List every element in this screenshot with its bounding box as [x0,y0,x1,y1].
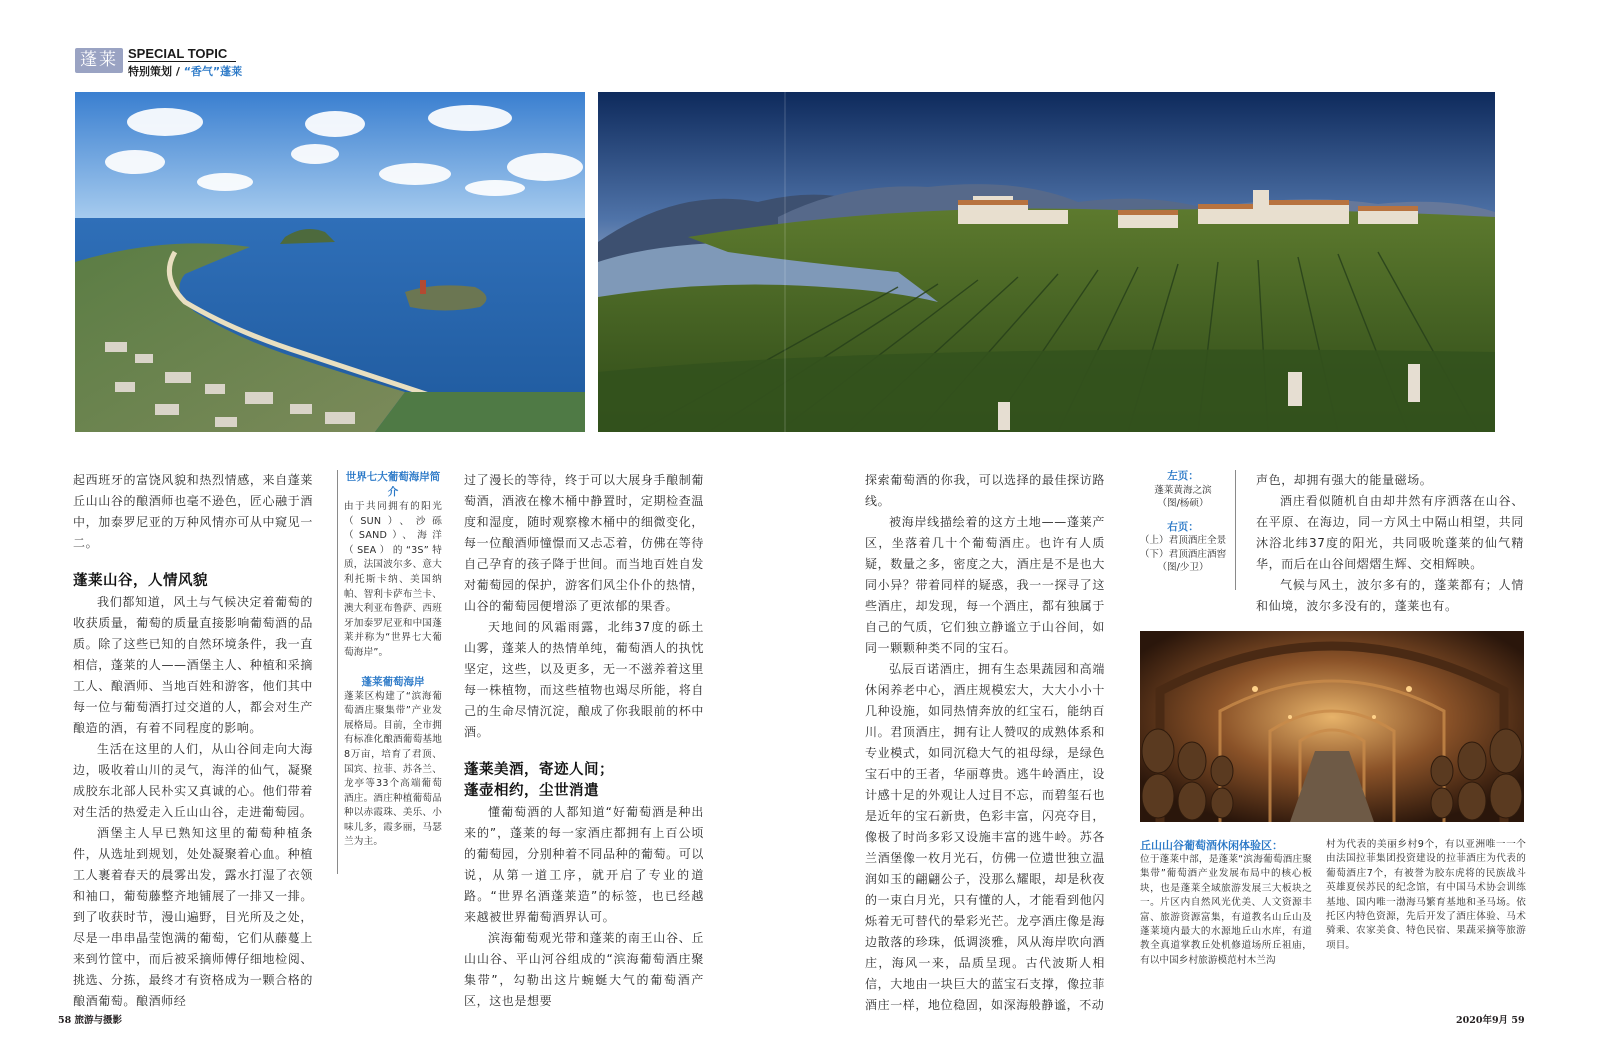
topic-subtitle-prefix: 特别策划 / [128,65,184,78]
col3-paragraph-3: 懂葡萄酒的人都知道“好葡萄酒是种出来的”，蓬莱的每一家酒庄都拥有上百公顷的葡萄园，分别种着不同品种的葡萄。可以说，从第一道工序，就开启了专业的道路。“世界名酒蓬莱造”的标签，也已经越来越被世界葡萄酒界认可。 [464,805,704,924]
info-box-heading: 丘山山谷葡萄酒休闲体验区： [1140,839,1283,852]
col1-paragraph-1: 我们都知道，风土与气候决定着葡萄的收获质量，葡萄的质量直接影响葡萄酒的品质。除了这些已知的自然环境条件，我一直相信，蓬莱的人——酒堡主人、种植和采摘工人、酿酒师、当地百姓和游客，他们其中每一位与葡萄酒打过交道的人，都会对生产酿造的酒，有着不同程度的影响。 [73,595,313,735]
info-box-text-left: 位于蓬莱中部，是蓬莱“滨海葡萄酒庄聚集带”葡萄酒产业发展布局中的核心板块，也是蓬莱全域旅游发展三大板块之一。片区内自然风光优美、人文资源丰富、旅游资源富集，有道教名山丘山及蓬莱境内最大的水源地丘山水库，有道教全真道掌教丘处机修道场所丘祖庙，有以中国乡村旅游模范村木兰沟 [1140,854,1312,966]
sidebar-text-penglai-coast: 蓬莱区构建了“滨海葡萄酒庄聚集带”产业发展格局。目前，全市拥有标准化酿酒葡萄基地8万亩，培育了君顶、国宾、拉菲、苏各兰、龙亭等33个高端葡萄酒庄。酒庄种植葡萄品种以赤霞珠、美乐、小味儿多，霞多丽，马瑟兰为主。 [344,690,442,848]
wine-cellar-photo [1140,631,1524,822]
info-box-text-right: 村为代表的美丽乡村9个，有以亚洲唯一一个由法国拉菲集团投资建设的拉菲酒庄为代表的葡萄酒庄7个，有被誉为胶东虎将的民族战斗英雄夏侯苏民的纪念馆，有中国马术协会训练基地、国内唯一渤海马繁育基地和圣马场。依托区内特色资源，先后开发了酒庄体验、马术骑乘、农家美食、特色民宿、果蔬采摘等旅游项目。 [1326,839,1526,951]
caption-left-heading: 左页： [1167,470,1199,482]
sidebar-text-seven-coasts: 由于共同拥有的阳光（SUN）、沙砾（SAND）、海洋（SEA）的“3S”特质，法国波尔多、意大利托斯卡纳、美国纳帕、智利卡萨布兰卡、澳大利亚布鲁萨、西班牙加泰罗尼亚和中国蓬莱并称为“世界七大葡萄海岸”。 [344,501,442,658]
col4-intro-paragraph: 探索葡萄酒的你我，可以选择的最佳探访路线。 [865,473,1105,508]
info-box-left [1140,838,1312,968]
col4-paragraph-1: 被海岸线描绘着的这方土地——蓬莱产区，坐落着几十个葡萄酒庄。也许有人质疑，数量之多，密度之大，酒庄是不是也大同小异？带着同样的疑惑，我一一探寻了这些酒庄，却发现，每一个酒庄，都有独属于自己的气质，它们独立静谧立于山谷间，如同一颗颗种类不同的宝石。 [865,515,1105,655]
col1-intro-paragraph: 起西班牙的富饶风貌和热烈情感，来自蓬莱丘山山谷的酿酒师也毫不逊色，匠心融于酒中，加泰罗尼亚的万种风情亦可从中窥见一二。 [73,473,313,550]
section-heading-wine-line1: 蓬莱美酒，寄迹人间； [464,762,614,778]
col3-paragraph-1: 过了漫长的等待，终于可以大展身手酿制葡萄酒，酒液在橡木桶中静置时，定期检查温度和湿度，随时观察橡木桶中的细微变化，每一位酿酒师憧憬而又忐忑着，仿佛在等待自己孕育的孩子降于世间。而当地百姓自发对葡萄园的保护，游客们风尘仆仆的热情，山谷的葡萄园便增添了更浓郁的果香。 [464,473,704,613]
section-badge: 蓬莱 [75,48,123,73]
topic-subtitle [128,64,242,79]
caption-right-top: （上）君顶酒庄全景 [1139,535,1227,546]
photo-caption [1131,470,1236,590]
col1-paragraph-2: 生活在这里的人们，从山谷间走向大海边，吸收着山川的灵气，海洋的仙气，凝聚成胶东北部人民朴实又真诚的心。他们带着对生活的热爱走入丘山山谷，走进葡萄园。 [73,742,313,819]
sidebar-heading-seven-coasts: 世界七大葡萄海岸简介 [345,471,441,498]
col6-paragraph-2: 气候与风土，波尔多有的，蓬莱都有；人情和仙境，波尔多没有的，蓬莱也有。 [1256,578,1524,613]
section-heading-wine-line2: 蓬壶相约，尘世消遣 [464,783,599,799]
footer-right-page-number: 2020年9月 59 [1456,1015,1525,1026]
section-heading-valley: 蓬莱山谷，人情风貌 [73,573,208,589]
sidebar-facts [337,470,442,874]
col6-paragraph-1: 酒庄看似随机自由却井然有序洒落在山谷、在平原、在海边，同一方风土中隔山相望，共同沐浴北纬37度的阳光，共同吸吮蓬莱的仙气精华，而后在山谷间熠熠生辉、交相辉映。 [1256,494,1524,571]
caption-right-credit: （图/少卫） [1157,562,1209,573]
topic-subtitle-accent: “香气”蓬莱 [183,65,243,78]
article-column-4 [865,470,1105,1016]
caption-left-text: 蓬莱黄海之滨 [1154,484,1212,496]
special-topic-label: SPECIAL TOPIC [128,46,236,62]
coast-aerial-photo [75,92,585,432]
caption-left-credit: （图/杨硕） [1157,498,1209,509]
col1-paragraph-3: 酒堡主人早已熟知这里的葡萄种植条件，从选址到规划，处处凝聚着心血。种植工人裹着春天的晨雾出发，露水打湿了衣领和袖口，葡萄藤整齐地铺展了一排又一排。到了收获时节，漫山遍野，目光所及之处，尽是一串串晶莹饱满的葡萄，它们从藤蔓上来到竹筐中，而后被采摘师傅仔细地检阅、挑选、分拣，最终才有资格成为一颗合格的酿酒葡萄。酿酒师经 [73,826,313,1008]
info-box-right [1326,838,1526,953]
col6-intro-paragraph: 声色，却拥有强大的能量磁场。 [1256,473,1433,487]
caption-right-heading: 右页： [1167,520,1199,533]
article-column-3 [464,470,704,1012]
col3-paragraph-4: 滨海葡萄观光带和蓬莱的南王山谷、丘山山谷、平山河谷组成的“滨海葡萄酒庄聚集带”，勾勒出这片蜿蜒大气的葡萄酒产区，这也是想要 [464,931,704,1008]
footer-left-page-number: 58 旅游与摄影 [58,1015,123,1026]
col4-paragraph-2: 弘辰百诺酒庄，拥有生态果蔬园和高端休闲养老中心，酒庄规模宏大，大大小小十几种设施，如同热情奔放的红宝石，能纳百川。君顶酒庄，拥有让人赞叹的成熟体系和专业模式，如同沉稳大气的祖母绿，是绿色宝石中的王者，华丽尊贵。逃牛岭酒庄，设计感十足的外观让人过目不忘，而碧玺石也是近年的宝石新贵，色彩丰富，闪亮夺目，像极了时尚多彩又设施丰富的逃牛岭。苏各兰酒堡像一枚月光石，仿佛一位遗世独立温润如玉的翩翩公子，没那么耀眼，却是秋夜的一束白月光，只有懂的人，才能看到他闪烁着无可替代的晕彩光芒。龙亭酒庄像是海边散落的珍珠，低调淡雅，风从海岸吹向酒庄，海风一来，品质呈现。古代波斯人相信，大地由一块巨大的蓝宝石支撑，像拉菲酒庄一样，地位稳固，如深海般静谧，不动 [865,662,1105,1012]
vineyard-panorama-photo [598,92,1495,432]
article-column-6 [1256,470,1524,617]
col3-paragraph-2: 天地间的风霜雨露，北纬37度的砾土山雾，蓬莱人的热情单纯，葡萄酒人的执忱坚定，这些，以及更多，无一不滋养着这里每一株植物，而这些植物也竭尽所能，将自己的生命尽情沉淀，酿成了你我眼前的杯中酒。 [464,620,704,739]
caption-right-bottom: （下）君顶酒庄酒窖 [1139,548,1227,560]
sidebar-heading-penglai-coast: 蓬莱葡萄海岸 [361,675,425,688]
article-column-1 [73,470,313,1012]
